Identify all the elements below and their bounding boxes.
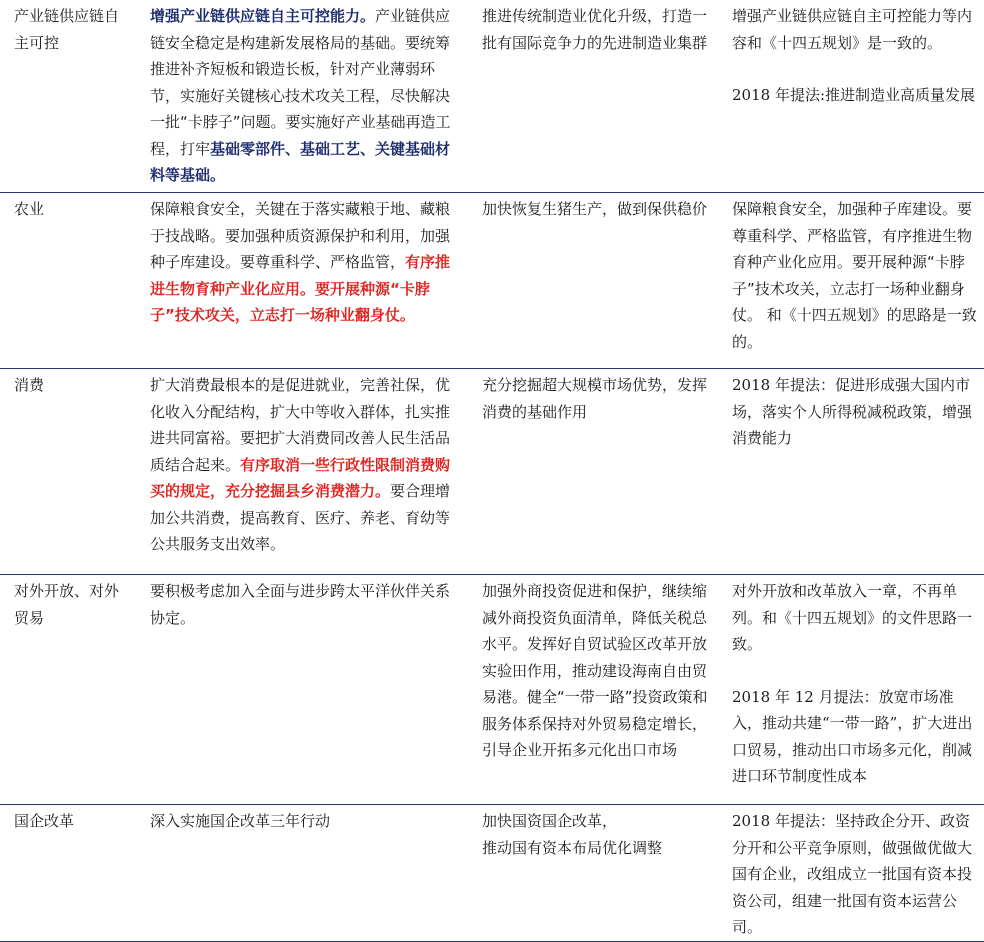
policy-b-cell: 加快恢复生猪生产，做到保供稳价 <box>468 193 720 369</box>
table-row <box>0 369 984 575</box>
policy-a-text: 产业链供应链安全稳定是构建新发展格局的基础。要统筹推进补齐短板和锻造长板，针对产业薄弱环节，实施好关键核心技术攻关工程，尽快解决一批“卡脖子”问题。要实施好产业基础再造工程，打牢 <box>150 7 451 158</box>
policy-a-text-end: 要合理增加公共消费，提高教育、医疗、养老、育幼等公共服务支出效率。 <box>150 482 451 553</box>
row-category: 国企改革 <box>0 805 136 942</box>
comment-cell <box>720 575 984 805</box>
policy-b-cell <box>468 805 720 942</box>
policy-a-bold-lead: 增强产业链供应链自主可控能力。 <box>150 7 376 25</box>
comment-cell <box>720 0 984 193</box>
policy-b-cell: 加强外商投资促进和保护，继续缩减外商投资负面清单，降低关税总水平。发挥好自贸试验区改革开放实验田作用，推动建设海南自由贸易港。健全“一带一路”投资政策和服务体系保持对外贸易稳定增长，引导企业开拓多元化出口市场 <box>468 575 720 805</box>
policy-b-cell: 推进传统制造业优化升级，打造一批有国际竞争力的先进制造业集群 <box>468 0 720 193</box>
policy-a-cell <box>136 369 468 575</box>
row-category: 消费 <box>0 369 136 575</box>
policy-b-line: 加快国资国企改革， <box>482 812 618 830</box>
row-category: 农业 <box>0 193 136 369</box>
policy-a-cell <box>136 0 468 193</box>
policy-a-cell: 要积极考虑加入全面与进步跨太平洋伙伴关系协定。 <box>136 575 468 805</box>
comment-text: 增强产业链供应链自主可控能力等内容和《十四五规划》是一致的。 <box>732 7 973 52</box>
comment-text: 对外开放和改革放入一章，不再单列。和《十四五规划》的文件思路一致。 <box>732 582 973 653</box>
comment-2018-text: 2018 年提法:推进制造业高质量发展 <box>732 86 975 104</box>
paragraph-gap <box>732 56 978 82</box>
policy-b-cell: 充分挖掘超大规模市场优势，发挥消费的基础作用 <box>468 369 720 575</box>
policy-a-red-highlight: 有序取消一些行政性限制消费购买的规定，充分挖掘县乡消费潜力。 <box>150 455 451 500</box>
policy-a-cell <box>136 193 468 369</box>
policy-a-red-highlight: 有序推进生物育种产业化应用。要开展种源“卡脖子”技术攻关，立志打一场种业翻身仗。 <box>150 253 451 324</box>
table-row <box>0 193 984 369</box>
comment-cell: 2018 年提法：促进形成强大国内市场，落实个人所得税减税政策，增强消费能力 <box>720 369 984 575</box>
paragraph-gap <box>732 658 978 684</box>
comment-2018-text: 2018 年 12 月提法：放宽市场准入，推动共建“一带一路”，扩大进出口贸易，推动出口市场多元化，削减进口环节制度性成本 <box>732 687 973 785</box>
comment-cell: 2018 年提法：坚持政企分开、政资分开和公平竞争原则，做强做优做大国有企业，改组成立一批国有资本投资公司，组建一批国有资本运营公司。 <box>720 805 984 942</box>
policy-a-text: 扩大消费最根本的是促进就业，完善社保，优化收入分配结构，扩大中等收入群体，扎实推进共同富裕。要把扩大消费同改善人民生活品质结合起来。 <box>150 376 451 474</box>
policy-b-line: 推动国有资本布局优化调整 <box>482 838 663 857</box>
table-row <box>0 805 984 942</box>
policy-a-bold-end: 基础零部件、基础工艺、关键基础材料等基础。 <box>150 139 451 184</box>
table-row <box>0 575 984 805</box>
policy-a-text: 保障粮食安全，关键在于落实藏粮于地、藏粮于技战略。要加强种质资源保护和利用，加强种子库建设。要尊重科学、严格监管， <box>150 200 451 271</box>
table-row <box>0 0 984 193</box>
row-category: 产业链供应链自主可控 <box>0 0 136 193</box>
policy-a-cell: 深入实施国企改革三年行动 <box>136 805 468 942</box>
comment-cell: 保障粮食安全，加强种子库建设。要尊重科学、严格监管，有序推进生物育种产业化应用。要开展种源“卡脖子”技术攻关，立志打一场种业翻身仗。 和《十四五规划》的思路是一致的。 <box>720 193 984 369</box>
row-category: 对外开放、对外贸易 <box>0 575 136 805</box>
